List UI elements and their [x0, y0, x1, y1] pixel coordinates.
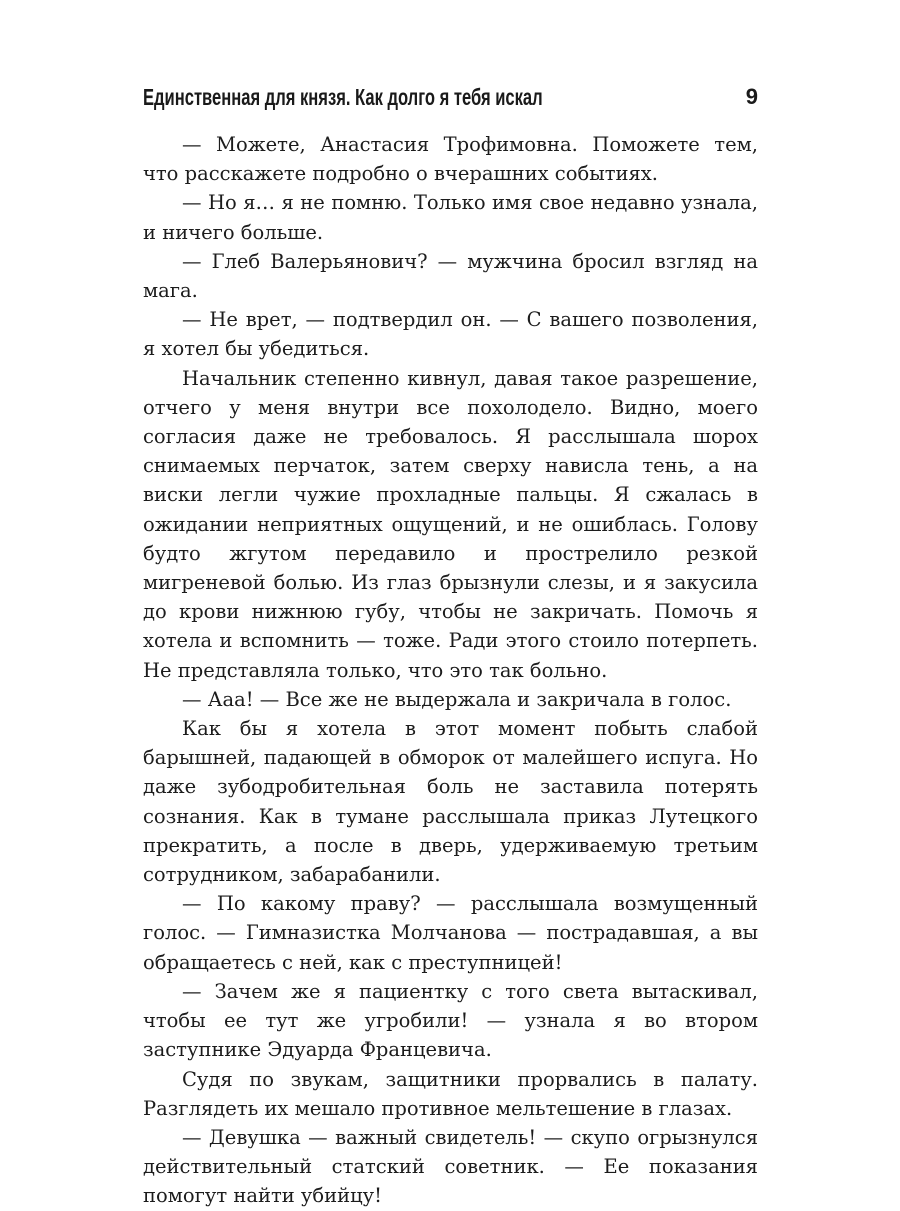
- page-number: 9: [745, 84, 758, 109]
- paragraph: — Ааа! — Все же не выдержала и закричала в голос.: [182, 687, 732, 711]
- paragraph: — Не врет, — подтвердил он. — С вашего позволения, я хотел бы убедиться.: [143, 308, 758, 361]
- paragraph: — По какому праву? — расслышала возмущенный голос. — Гимназистка Молчанова — пострадавшая, а вы обращаетесь с ней, как с преступницей!: [143, 892, 758, 974]
- body-text: [143, 130, 758, 1211]
- paragraph: — Можете, Анастасия Трофимовна. Поможете тем, что расскажете подробно о вчерашних событиях.: [143, 133, 758, 186]
- paragraph: — Девушка — важный свидетель! — скупо огрызнулся действительный статский советник. — Ее показания помогут найти убийцу!: [143, 1125, 758, 1208]
- paragraph: — Зачем же я пациентку с того света вытаскивал, чтобы ее тут же угробили! — узнала я во втором заступнике Эдуарда Францевича.: [143, 979, 758, 1062]
- running-header: [143, 84, 758, 118]
- paragraph: Начальник степенно кивнул, давая такое разрешение, отчего у меня внутри все похолодело. Видно, моего согласия даже не требовалось. Я расслышала шорох снимаемых перчаток, затем сверху нависла тень, а на виски легли чужие прохладные пальцы. Я сжалась в ожидании неприятных ощущений, и не ошиблась. Голову будто жгутом передавило и прострелило резкой мигреневой болью. Из глаз брызнули слезы, и я закусила до крови нижнюю губу, чтобы не закричать. Помочь я хотела и вспомнить — тоже. Ради этого стоило потерпеть. Не представляла только, что это так больно.: [143, 366, 758, 682]
- paragraph: — Но я… я не помню. Только имя свое недавно узнала, и ничего больше.: [143, 191, 758, 244]
- paragraph: Судя по звукам, защитники прорвались в палату. Разглядеть их мешало противное мельтешение в глазах.: [143, 1067, 758, 1120]
- paragraph: — Глеб Валерьянович? — мужчина бросил взгляд на мага.: [143, 249, 758, 303]
- paragraph: Как бы я хотела в этот момент побыть слабой барышней, падающей в обморок от малейшего испуга. Но даже зубодробительная боль не заставила потерять сознания. Как в тумане расслышала приказ Лутецкого прекратить, а после в дверь, удерживаемую третьим сотрудником, забарабанили.: [143, 717, 758, 887]
- running-title: Единственная для князя. Как долго я тебя искал: [143, 84, 543, 110]
